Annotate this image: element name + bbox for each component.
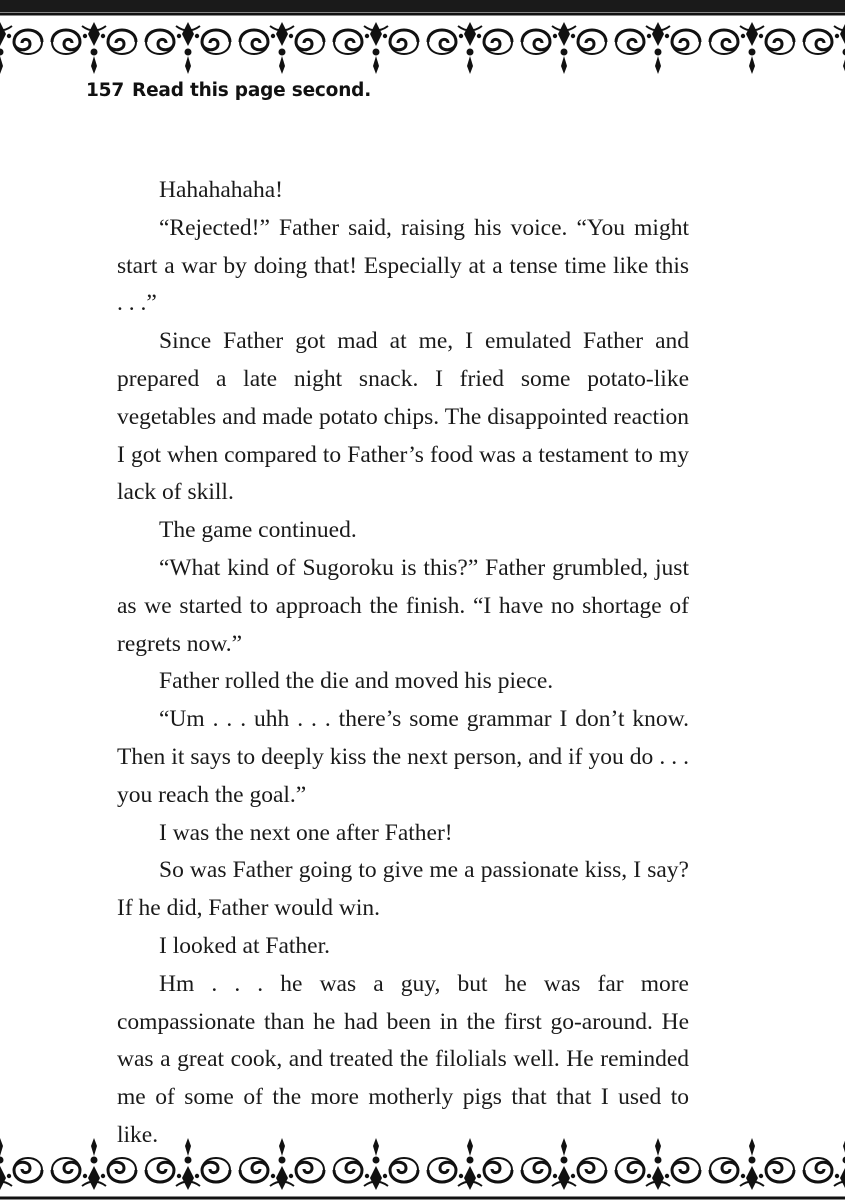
- paragraph: Hahahahaha!: [159, 177, 283, 203]
- page-number: 157: [86, 80, 125, 101]
- paragraph: Since Father got mad at me, I emulated Father and prepared a late night snack. I fried some potato-like vegetables and made potato chips. The disappointed reaction I got when compared to Father’s food was a testament to my lack of skill.: [117, 328, 689, 506]
- ornamental-border-top: [0, 12, 845, 74]
- top-edge-bar: [0, 0, 845, 12]
- paragraph: “What kind of Sugoroku is this?” Father grumbled, just as we started to approach the finish. “I have no shortage of regrets now.”: [117, 554, 689, 657]
- paragraph: I was the next one after Father!: [159, 819, 453, 846]
- paragraph: Hm . . . he was a guy, but he was far more compassionate than he had been in the first go-around. He was a great cook, and treated the filolials well. He reminded me of some of the more motherly pigs that that I used to like.: [117, 970, 689, 1148]
- paragraph: So was Father going to give me a passionate kiss, I say? If he did, Father would win.: [117, 857, 689, 922]
- paragraph: “Rejected!” Father said, raising his voice. “You might start a war by doing that! Especially at a tense time like this . . .”: [117, 214, 689, 317]
- paragraph: “Um . . . uhh . . . there’s some grammar I don’t know. Then it says to deeply kiss the next person, and if you do . . . you reach the goal.”: [117, 706, 689, 808]
- paragraph: Father rolled the die and moved his piece.: [159, 668, 554, 695]
- reading-instruction: Read this page second.: [132, 80, 372, 101]
- page-header: [86, 80, 371, 101]
- paragraph: The game continued.: [159, 517, 357, 544]
- paragraph: I looked at Father.: [159, 932, 330, 959]
- ornamental-border-bottom: [0, 1136, 845, 1200]
- story-text: [117, 172, 689, 1155]
